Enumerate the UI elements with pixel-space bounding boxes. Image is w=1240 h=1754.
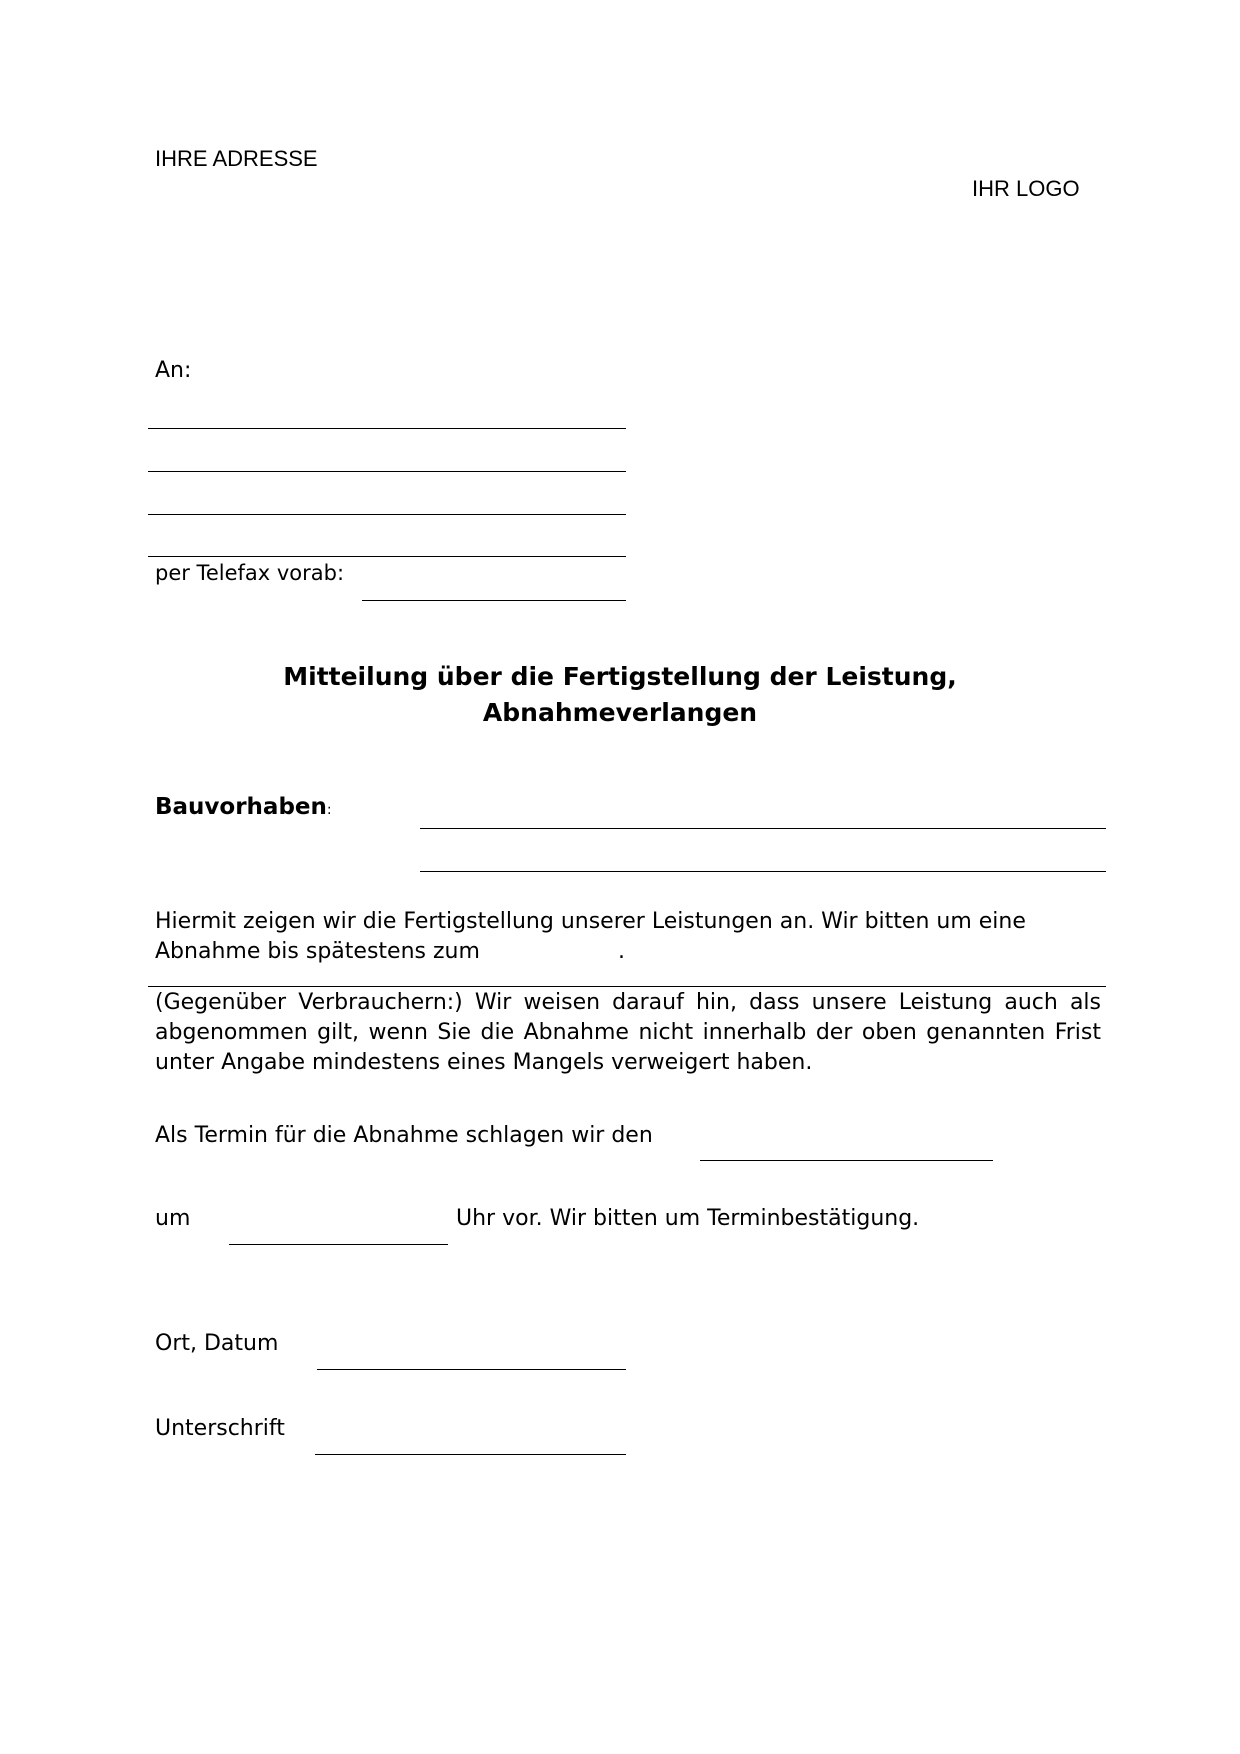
completion-text-line-2-prefix: Abnahme bis spätestens zum [155, 939, 480, 964]
project-label-colon: : [326, 802, 332, 818]
fax-number-line[interactable] [362, 600, 626, 601]
appointment-text: Als Termin für die Abnahme schlagen wir den [155, 1123, 653, 1148]
project-line-2[interactable] [420, 871, 1106, 872]
place-date-label: Ort, Datum [155, 1331, 279, 1356]
address-placeholder: IHRE ADRESSE [155, 146, 318, 171]
logo-placeholder: IHR LOGO [972, 176, 1080, 201]
project-label-row [155, 792, 332, 825]
recipient-line-1[interactable] [148, 428, 626, 429]
appointment-date-line[interactable] [700, 1160, 993, 1161]
completion-text-line-1: Hiermit zeigen wir die Fertigstellung unserer Leistungen an. Wir bitten um eine [155, 909, 1026, 934]
project-label: Bauvorhaben [155, 794, 327, 820]
document-title-line-2: Abnahmeverlangen [482, 698, 758, 727]
document-title-line-1: Mitteilung über die Fertigstellung der Leistung, [283, 662, 957, 691]
recipient-line-3[interactable] [148, 514, 626, 515]
place-date-line[interactable] [317, 1369, 626, 1370]
time-prefix: um [155, 1206, 191, 1231]
time-suffix: Uhr vor. Wir bitten um Terminbestätigung. [456, 1206, 920, 1231]
fax-label: per Telefax vorab: [155, 561, 345, 585]
signature-line[interactable] [315, 1454, 626, 1455]
signature-label: Unterschrift [155, 1416, 285, 1441]
completion-text-line-2-suffix: . [618, 939, 625, 964]
recipient-line-2[interactable] [148, 471, 626, 472]
project-line-1[interactable] [420, 828, 1106, 829]
recipient-line-4[interactable] [148, 556, 626, 557]
separator-line [148, 986, 1106, 987]
recipient-label: An: [155, 358, 192, 383]
consumer-notice: (Gegenüber Verbrauchern:) Wir weisen darauf hin, dass unsere Leistung auch als abgenommen gilt, wenn Sie die Abnahme nicht innerhalb der oben genannten Frist unter Angabe mindestens eines Mangels verweigert haben. [155, 990, 1101, 1075]
time-line[interactable] [229, 1244, 448, 1245]
